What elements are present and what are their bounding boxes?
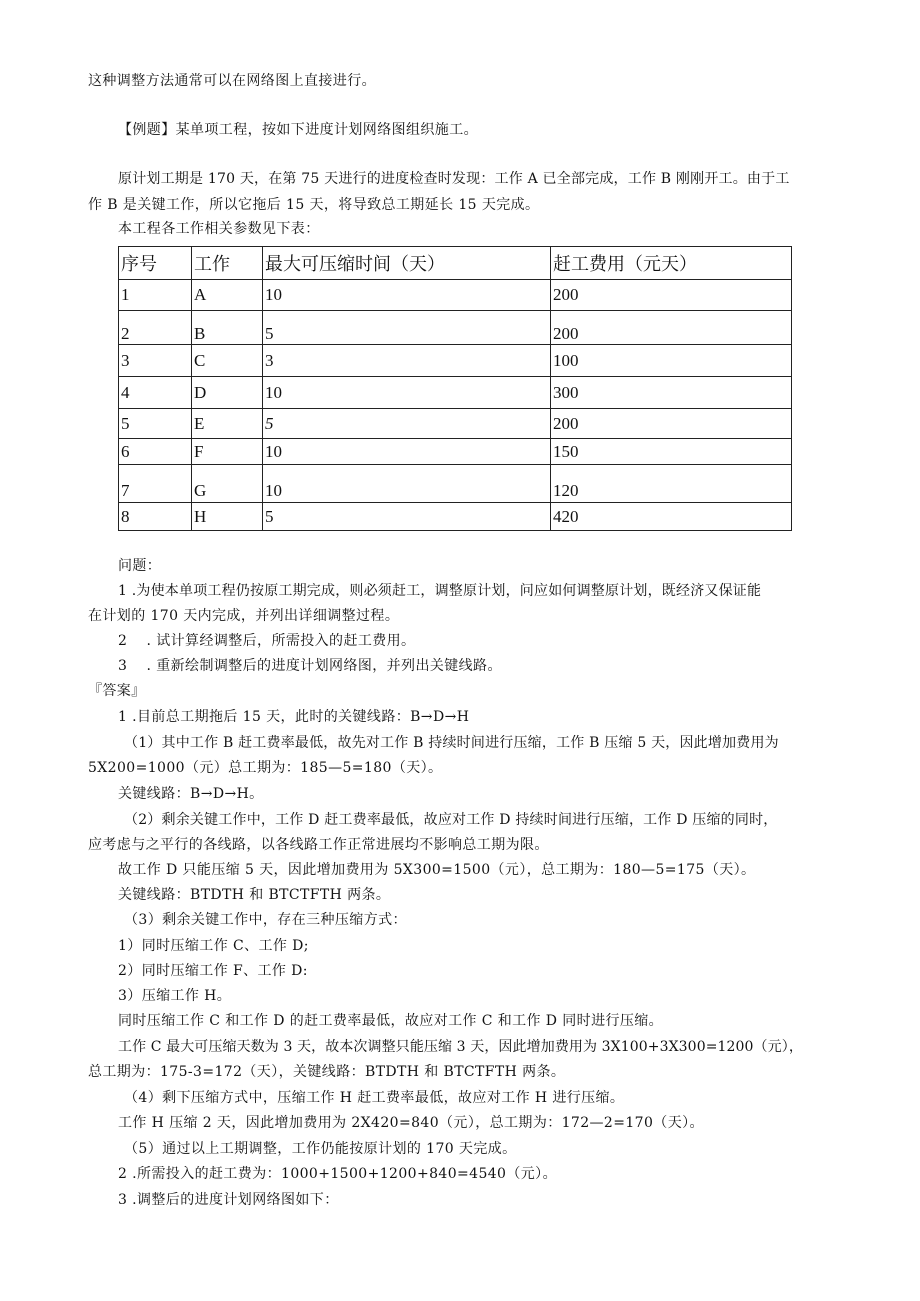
answer-line: 2）同时压缩工作 F、工作 D: <box>118 963 308 979</box>
cell: F <box>192 439 263 465</box>
cell: 2 <box>119 311 192 345</box>
cell: 5 <box>263 311 551 345</box>
cell: 200 <box>551 409 792 439</box>
question-3: 3 . 重新绘制调整后的进度计划网络图，并列出关键线路。 <box>118 658 502 674</box>
cell: 300 <box>551 377 792 409</box>
cell: 120 <box>551 465 792 503</box>
paragraph-line: 本工程各工作相关参数见下表： <box>118 221 320 237</box>
cell: 200 <box>551 311 792 345</box>
cell: 3 <box>263 345 551 377</box>
answer-line: （1）其中工作 B 赶工费率最低，故先对工作 B 持续时间进行压缩，工作 B 压缩 5 天，因此增加费用为 <box>124 735 779 751</box>
cell: G <box>192 465 263 503</box>
answer-line: （5）通过以上工期调整，工作仍能按原计划的 170 天完成。 <box>124 1141 517 1157</box>
header-cell: 最大可压缩时间（天） <box>263 247 551 280</box>
answer-line: 应考虑与之平行的各线路，以各线路工作正常进展均不影响总工期为限。 <box>88 837 549 853</box>
cell: A <box>192 280 263 311</box>
answer-line: 3 .调整后的进度计划网络图如下： <box>118 1192 339 1208</box>
cell: 200 <box>551 280 792 311</box>
cell: D <box>192 377 263 409</box>
paragraph-line: 作 B 是关键工作，所以它拖后 15 天，将导致总工期延长 15 天完成。 <box>88 197 540 213</box>
table-row <box>119 465 792 503</box>
answer-line: 2 .所需投入的赶工费为：1000+1500+1200+840=4540（元）。 <box>118 1166 557 1182</box>
answer-line: 1）同时压缩工作 C、工作 D; <box>118 938 309 954</box>
cell: B <box>192 311 263 345</box>
intro-line: 这种调整方法通常可以在网络图上直接进行。 <box>88 73 376 89</box>
answer-line: 关键线路：BTDTH 和 BTCTFTH 两条。 <box>118 887 391 903</box>
cell: 420 <box>551 503 792 531</box>
cell: 5 <box>119 409 192 439</box>
parameters-table <box>118 246 792 531</box>
answer-line: （3）剩余关键工作中，存在三种压缩方式： <box>124 912 407 928</box>
answer-line: （2）剩余关键工作中，工作 D 赶工费率最低，故应对工作 D 持续时间进行压缩，工作 D 压缩的同时， <box>124 812 778 828</box>
answer-line: 关键线路：B→D→H。 <box>118 786 264 802</box>
answer-line: （4）剩下压缩方式中，压缩工作 H 赶工费率最低，故应对工作 H 进行压缩。 <box>124 1090 625 1106</box>
table-header-row <box>119 247 792 280</box>
cell: 1 <box>119 280 192 311</box>
answer-line: 3）压缩工作 H。 <box>118 988 232 1004</box>
table-row <box>119 439 792 465</box>
answer-heading: 『答案』 <box>88 683 146 699</box>
cell: 100 <box>551 345 792 377</box>
paragraph-line: 原计划工期是 170 天，在第 75 天进行的进度检查时发现：工作 A 已全部完成，工作 B 刚刚开工。由于工 <box>118 171 790 187</box>
table-row <box>119 503 792 531</box>
questions-heading: 问题： <box>118 558 162 574</box>
cell: 4 <box>119 377 192 409</box>
cell: 5 <box>263 409 551 439</box>
cell: 10 <box>263 465 551 503</box>
cell: 10 <box>263 377 551 409</box>
example-heading: 【例题】某单项工程，按如下进度计划网络图组织施工。 <box>118 122 478 138</box>
table-row <box>119 409 792 439</box>
answer-line: 故工作 D 只能压缩 5 天，因此增加费用为 5X300=1500（元），总工期为：180—5=175（天）。 <box>118 862 756 878</box>
cell: 8 <box>119 503 192 531</box>
answer-line: 5X200=1000（元）总工期为：185—5=180（天）。 <box>88 760 443 776</box>
question-2: 2 . 试计算经调整后，所需投入的赶工费用。 <box>118 633 416 649</box>
question-1: 1 .为使本单项工程仍按原工期完成，则必须赶工，调整原计划，问应如何调整原计划，既经济又保证能 <box>118 583 762 599</box>
table-row <box>119 311 792 345</box>
cell: 7 <box>119 465 192 503</box>
table-row <box>119 377 792 409</box>
cell: 10 <box>263 439 551 465</box>
table-row <box>119 345 792 377</box>
header-cell: 序号 <box>119 247 192 280</box>
answer-line: 工作 H 压缩 2 天，因此增加费用为 2X420=840（元），总工期为：172—2=170（天）。 <box>118 1115 704 1131</box>
cell: E <box>192 409 263 439</box>
header-cell: 赶工费用（元天） <box>551 247 792 280</box>
header-cell: 工作 <box>192 247 263 280</box>
cell: 3 <box>119 345 192 377</box>
answer-line: 1 .目前总工期拖后 15 天，此时的关键线路：B→D→H <box>118 709 470 725</box>
cell: C <box>192 345 263 377</box>
question-1-cont: 在计划的 170 天内完成，并列出详细调整过程。 <box>88 608 400 624</box>
cell: 150 <box>551 439 792 465</box>
cell: H <box>192 503 263 531</box>
answer-line: 工作 C 最大可压缩天数为 3 天，故本次调整只能压缩 3 天，因此增加费用为 3X100+3X300=1200（元）， <box>118 1039 803 1055</box>
cell: 6 <box>119 439 192 465</box>
cell: 5 <box>263 503 551 531</box>
answer-line: 同时压缩工作 C 和工作 D 的赶工费率最低，故应对工作 C 和工作 D 同时进行压缩。 <box>118 1013 664 1029</box>
table-row <box>119 280 792 311</box>
cell: 10 <box>263 280 551 311</box>
answer-line: 总工期为：175-3=172（天），关键线路：BTDTH 和 BTCTFTH 两条。 <box>88 1064 566 1080</box>
